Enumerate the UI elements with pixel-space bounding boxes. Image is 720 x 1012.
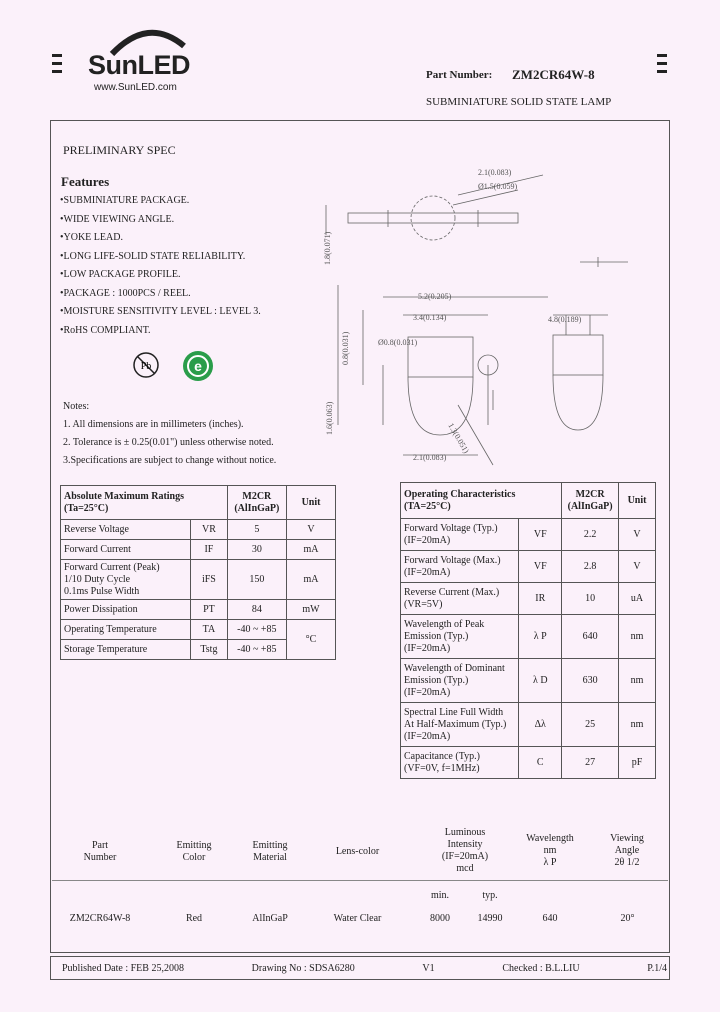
pt-header-angle: Viewing Angle 2θ 1/2 xyxy=(610,833,644,868)
op-char-row-val: 27 xyxy=(562,747,619,779)
op-char-row-unit: nm xyxy=(619,615,656,659)
pt-header-lens: Lens-color xyxy=(335,846,380,857)
abs-max-part-col: M2CR (AlInGaP) xyxy=(227,486,286,520)
op-char-row-unit: pF xyxy=(619,747,656,779)
dim-label: 2.1(0.083) xyxy=(413,453,447,462)
abs-max-row-val: 5 xyxy=(227,520,286,540)
dim-label: 3.4(0.134) xyxy=(413,313,447,322)
abs-max-table xyxy=(60,485,336,660)
feature-item: •YOKE LEAD. xyxy=(60,232,123,243)
feature-item: •LONG LIFE-SOLID STATE RELIABILITY. xyxy=(60,250,246,262)
abs-max-row-unit: V xyxy=(287,520,336,540)
abs-max-row-unit: mA xyxy=(287,540,336,560)
op-char-row-unit: nm xyxy=(619,659,656,703)
logo-bar xyxy=(657,54,667,57)
abs-max-row-unit: mA xyxy=(287,560,336,600)
logo-bar xyxy=(52,70,62,73)
op-char-table xyxy=(400,482,656,779)
rohs-icon xyxy=(181,349,215,383)
note-item: 2. Tolerance is ± 0.25(0.01") unless otherwise noted. xyxy=(63,437,274,448)
op-char-part-col: M2CR (AlInGaP) xyxy=(562,483,619,519)
abs-max-row-val: -40 ~ +85 xyxy=(227,640,286,660)
dim-label: 4.8(0.189) xyxy=(548,315,582,324)
op-char-row-unit: uA xyxy=(619,583,656,615)
pt-header-lum: Luminous Intensity (IF=20mA) mcd xyxy=(441,827,489,874)
op-char-row-sym: λ P xyxy=(519,615,562,659)
features-title: Features xyxy=(61,174,110,189)
drawing-no: Drawing No : SDSA6280 xyxy=(251,963,355,974)
op-char-row-unit: V xyxy=(619,519,656,551)
subtitle: SUBMINIATURE SOLID STATE LAMP xyxy=(426,96,612,108)
spec-title: PRELIMINARY SPEC xyxy=(63,143,176,157)
rohs-e-text: e xyxy=(194,358,202,374)
abs-max-row-unit: °C xyxy=(287,620,336,660)
part-number-label: Part Number: xyxy=(426,69,493,81)
pt-min: 8000 xyxy=(430,913,450,924)
abs-max-row-name: Reverse Voltage xyxy=(61,520,191,540)
abs-max-row-name: Forward Current xyxy=(61,540,191,560)
version: V1 xyxy=(422,963,435,974)
abs-max-unit-col: Unit xyxy=(287,486,336,520)
feature-item: •LOW PACKAGE PROFILE. xyxy=(60,269,181,280)
feature-item: •MOISTURE SENSITIVITY LEVEL : LEVEL 3. xyxy=(60,306,261,317)
features-list xyxy=(60,192,261,340)
notes-title: Notes: xyxy=(63,401,90,412)
abs-max-row-val: -40 ~ +85 xyxy=(227,620,286,640)
abs-max-row-sym: IF xyxy=(191,540,227,560)
op-char-row-name: Wavelength of Dominant Emission (Typ.) (IF=20mA) xyxy=(401,659,519,703)
pt-wave: 640 xyxy=(542,913,558,924)
note-item: 1. All dimensions are in millimeters (inches). xyxy=(63,419,244,430)
package-drawing xyxy=(318,165,648,470)
op-char-row-sym: VF xyxy=(519,519,562,551)
abs-max-row-unit: mW xyxy=(287,600,336,620)
pt-header-part: Part Number xyxy=(83,840,117,863)
feature-item: •WIDE VIEWING ANGLE. xyxy=(60,213,175,225)
notes xyxy=(63,398,276,470)
pt-header-material: Emitting Material xyxy=(252,840,288,863)
op-char-row-name: Wavelength of Peak Emission (Typ.) (IF=20mA) xyxy=(401,615,519,659)
pb-free-icon xyxy=(131,350,161,380)
abs-max-row-name: Forward Current (Peak) 1/10 Duty Cycle 0.1ms Pulse Width xyxy=(61,560,191,600)
op-char-row-unit: nm xyxy=(619,703,656,747)
dim-label: Ø1.5(0.059) xyxy=(478,182,518,191)
dim-label: 1.8(0.071) xyxy=(323,231,332,265)
op-char-row-name: Forward Voltage (Max.) (IF=20mA) xyxy=(401,551,519,583)
op-char-row-sym: C xyxy=(519,747,562,779)
feature-item: •SUBMINIATURE PACKAGE. xyxy=(60,195,190,206)
checked-by: Checked : B.L.LIU xyxy=(502,963,580,974)
op-char-row-sym: λ D xyxy=(519,659,562,703)
op-char-row-sym: VF xyxy=(519,551,562,583)
brand-logo: SunLED xyxy=(88,50,190,80)
abs-max-row-sym: TA xyxy=(191,620,227,640)
abs-max-row-val: 84 xyxy=(227,600,286,620)
logo-bar xyxy=(657,70,667,73)
op-char-row-name: Capacitance (Typ.) (VF=0V, f=1MHz) xyxy=(401,747,519,779)
op-char-row-val: 630 xyxy=(562,659,619,703)
op-char-row-name: Reverse Current (Max.) (VR=5V) xyxy=(401,583,519,615)
footer-box xyxy=(50,956,670,980)
brand-url: www.SunLED.com xyxy=(94,82,177,93)
published-date: Published Date : FEB 25,2008 xyxy=(62,963,184,974)
page-number: P.1/4 xyxy=(647,963,667,974)
op-char-row-val: 2.2 xyxy=(562,519,619,551)
pt-typ: 14990 xyxy=(477,913,503,924)
dim-label: 1.6(0.063) xyxy=(325,401,334,435)
dim-label: Ø0.8(0.031) xyxy=(378,338,418,347)
dim-label: 2.1(0.083) xyxy=(478,168,512,177)
pt-part: ZM2CR64W-8 xyxy=(69,913,131,924)
op-char-row-val: 2.8 xyxy=(562,551,619,583)
pb-text: Pb xyxy=(140,361,152,372)
pt-header-color: Emitting Color xyxy=(176,840,212,863)
pt-color: Red xyxy=(185,913,203,924)
pt-material: AlInGaP xyxy=(252,913,288,924)
op-char-row-unit: V xyxy=(619,551,656,583)
abs-max-row-sym: VR xyxy=(191,520,227,540)
abs-max-row-sym: Tstg xyxy=(191,640,227,660)
abs-max-row-name: Operating Temperature xyxy=(61,620,191,640)
pt-angle: 20° xyxy=(620,913,635,924)
dim-label: 5.2(0.205) xyxy=(418,292,452,301)
logo-bar xyxy=(657,62,667,65)
abs-max-row-val: 30 xyxy=(227,540,286,560)
pt-min-label: min. xyxy=(430,890,450,901)
feature-item: •RoHS COMPLIANT. xyxy=(60,324,151,336)
logo-bar xyxy=(52,54,62,57)
op-char-row-val: 640 xyxy=(562,615,619,659)
op-char-row-name: Spectral Line Full Width At Half-Maximum (Typ.) (IF=20mA) xyxy=(401,703,519,747)
op-char-row-val: 25 xyxy=(562,703,619,747)
pt-typ-label: typ. xyxy=(482,890,498,901)
op-char-unit-col: Unit xyxy=(619,483,656,519)
op-char-row-sym: Δλ xyxy=(519,703,562,747)
logo-bar xyxy=(52,62,62,65)
pt-header-wave: Wavelength nm λ P xyxy=(526,833,574,868)
abs-max-row-name: Storage Temperature xyxy=(61,640,191,660)
pt-divider xyxy=(52,880,668,881)
abs-max-row-val: 150 xyxy=(227,560,286,600)
part-number: ZM2CR64W-8 xyxy=(512,67,595,82)
op-char-row-sym: IR xyxy=(519,583,562,615)
abs-max-row-sym: PT xyxy=(191,600,227,620)
abs-max-row-name: Power Dissipation xyxy=(61,600,191,620)
abs-max-row-sym: iFS xyxy=(191,560,227,600)
feature-item: •PACKAGE : 1000PCS / REEL. xyxy=(60,287,191,299)
op-char-row-val: 10 xyxy=(562,583,619,615)
dim-label: 1.3(0.051) xyxy=(446,421,471,455)
op-char-row-name: Forward Voltage (Typ.) (IF=20mA) xyxy=(401,519,519,551)
pt-lens: Water Clear xyxy=(333,913,382,924)
note-item: 3.Specifications are subject to change without notice. xyxy=(63,455,277,466)
dim-label: 0.8(0.031) xyxy=(341,331,350,365)
abs-max-header: Absolute Maximum Ratings (Ta=25°C) xyxy=(61,486,228,520)
op-char-header: Operating Characteristics (TA=25°C) xyxy=(401,483,562,519)
